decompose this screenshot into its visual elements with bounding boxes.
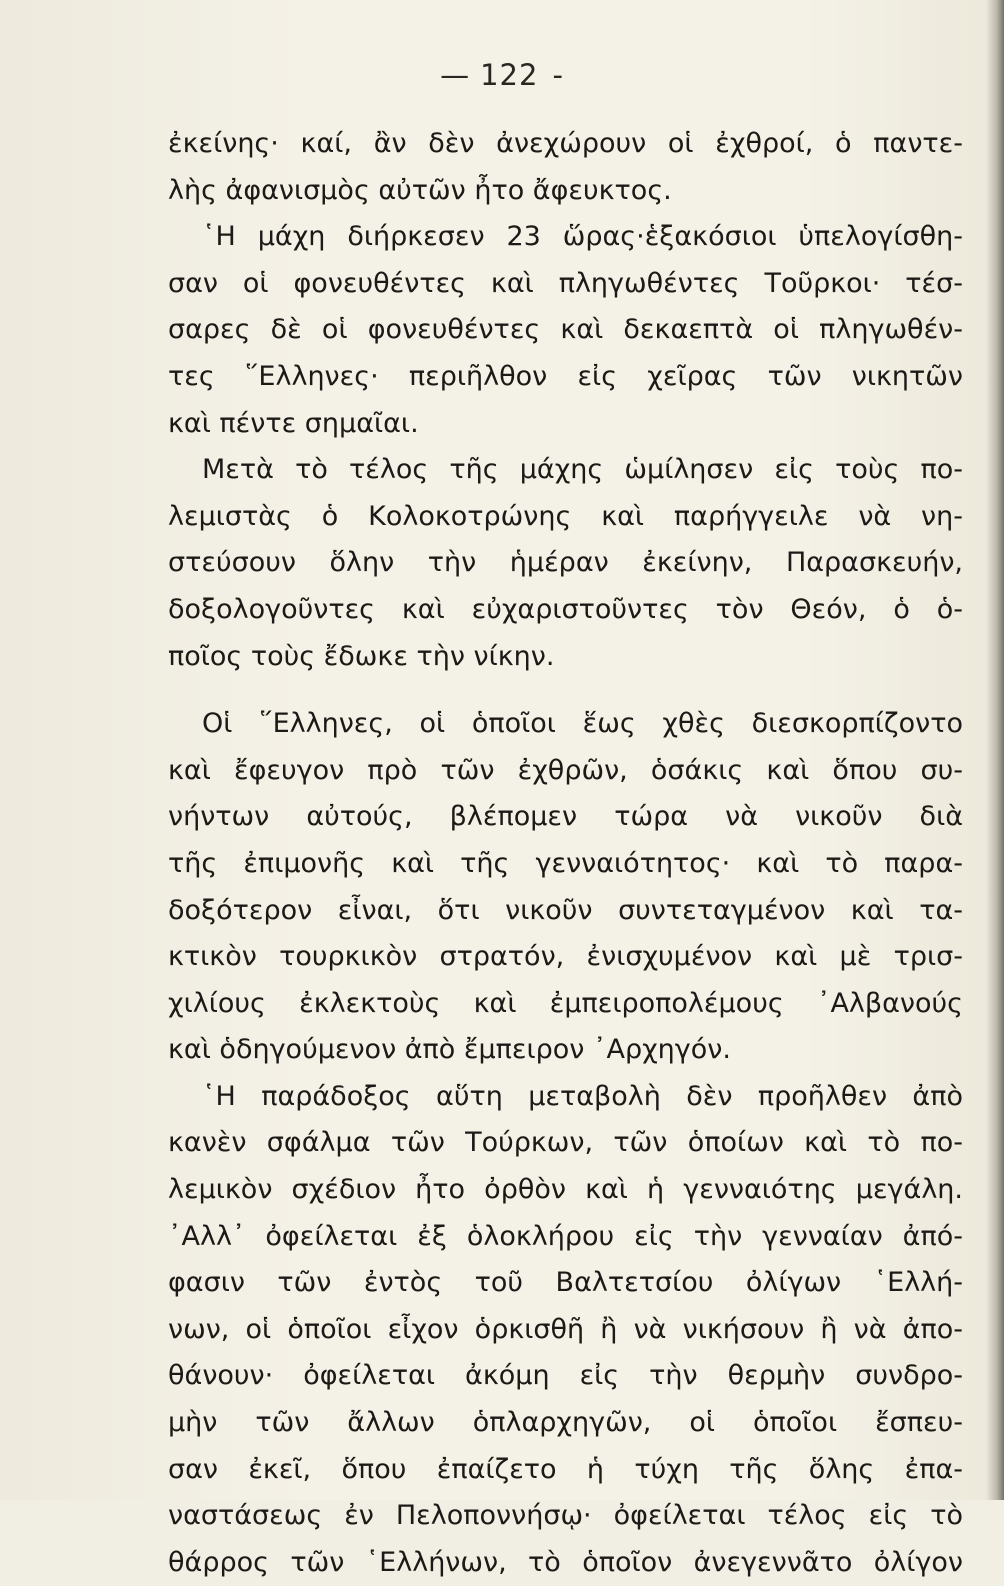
text-line: κανὲν σφάλμα τῶν Τούρκων, τῶν ὁποίων καὶ τὸ πο- <box>168 1127 963 1159</box>
text-line: ᾿Αλλ᾿ ὀφείλεται ἐξ ὁλοκλήρου εἰς τὴν γενναίαν ἀπό- <box>168 1220 963 1252</box>
text-line: καὶ πέντε σημαῖαι. <box>168 407 419 439</box>
text-line: κτικὸν τουρκικὸν στρατόν, ἐνισχυμένον καὶ μὲ τρισ- <box>168 941 963 973</box>
page-number: 122 <box>480 58 539 92</box>
text-line: καὶ ἔφευγον πρὸ τῶν ἐχθρῶν, ὁσάκις καὶ ὅπου συ- <box>168 754 963 786</box>
text-line: καὶ ὁδηγούμενον ἀπὸ ἔμπειρον ᾿Αρχηγόν. <box>168 1034 731 1066</box>
text-line: λεμικὸν σχέδιον ἦτο ὀρθὸν καὶ ἡ γενναιότης μεγάλη. <box>168 1174 963 1206</box>
text-line: μὴν τῶν ἄλλων ὁπλαρχηγῶν, οἱ ὁποῖοι ἔσπευ- <box>168 1407 963 1439</box>
text-line: φασιν τῶν ἐντὸς τοῦ Βαλτετσίου ὀλίγων ῾Ελλή- <box>168 1267 963 1299</box>
header-dash-left: — <box>440 58 471 92</box>
text-line: θάρρος τῶν ῾Ελλήνων, τὸ ὁποῖον ἀνεγεννᾶτο ὀλίγον <box>168 1546 963 1578</box>
text-line: ῾Η μάχη διήρκεσεν 23 ὥρας·ἑξακόσιοι ὑπελογίσθη- <box>202 221 963 253</box>
text-line: Μετὰ τὸ τέλος τῆς μάχης ὡμίλησεν εἰς τοὺς πο- <box>202 454 963 486</box>
body-text <box>168 121 963 1586</box>
text-line: σαν ἐκεῖ, ὅπου ἐπαίζετο ἡ τύχη τῆς ὅλης ἐπα- <box>168 1453 963 1485</box>
text-line: σαν οἱ φονευθέντες καὶ πληγωθέντες Τοῦρκοι· τέσ- <box>168 267 963 299</box>
text-line: λὴς ἀφανισμὸς αὐτῶν ἦτο ἄφευκτος. <box>168 174 672 206</box>
text-line: θάνουν· ὀφείλεται ἀκόμη εἰς τὴν θερμὴν συνδρο- <box>168 1360 963 1392</box>
text-line: τῆς ἐπιμονῆς καὶ τῆς γενναιότητος· καὶ τὸ παρα- <box>168 847 963 879</box>
text-line: δοξολογοῦντες καὶ εὐχαριστοῦντες τὸν Θεόν, ὁ ὁ- <box>168 593 963 625</box>
text-line: τες ῞Ελληνες· περιῆλθον εἰς χεῖρας τῶν νικητῶν <box>168 360 963 392</box>
text-line: ναστάσεως ἐν Πελοποννήσῳ· ὀφείλεται τέλος εἰς τὸ <box>168 1500 963 1532</box>
text-line: νων, οἱ ὁποῖοι εἶχον ὁρκισθῆ ἢ νὰ νικήσουν ἢ νὰ ἀπο- <box>168 1313 963 1345</box>
text-line: ποῖος τοὺς ἔδωκε τὴν νίκην. <box>168 640 555 672</box>
text-line: σαρες δὲ οἱ φονευθέντες καὶ δεκαεπτὰ οἱ πληγωθέν- <box>168 314 963 346</box>
text-line: ῾Η παράδοξος αὕτη μεταβολὴ δὲν προῆλθεν ἀπὸ <box>202 1080 963 1112</box>
text-line: δοξότερον εἶναι, ὅτι νικοῦν συντεταγμένον καὶ τα- <box>168 894 963 926</box>
text-line: χιλίους ἐκλεκτοὺς καὶ ἐμπειροπολέμους ᾿Αλβανούς <box>168 987 963 1019</box>
text-line: Οἱ ῞Ελληνες, οἱ ὁποῖοι ἕως χθὲς διεσκορπίζοντο <box>202 708 963 740</box>
header-dash-right: - <box>552 58 564 92</box>
page-header <box>0 58 1004 92</box>
paragraph-gap <box>168 680 963 701</box>
text-line: ἐκείνης· καί, ἂν δὲν ἀνεχώρουν οἱ ἐχθροί, ὁ παντε- <box>168 128 963 159</box>
text-line: λεμιστὰς ὁ Κολοκοτρώνης καὶ παρήγγειλε νὰ νη- <box>168 500 963 532</box>
text-line: στεύσουν ὅλην τὴν ἡμέραν ἐκείνην, Παρασκευήν, <box>168 547 963 579</box>
text-line: νήντων αὐτούς, βλέπομεν τώρα νὰ νικοῦν διὰ <box>168 801 963 833</box>
page-edge-shadow <box>986 0 1004 1500</box>
